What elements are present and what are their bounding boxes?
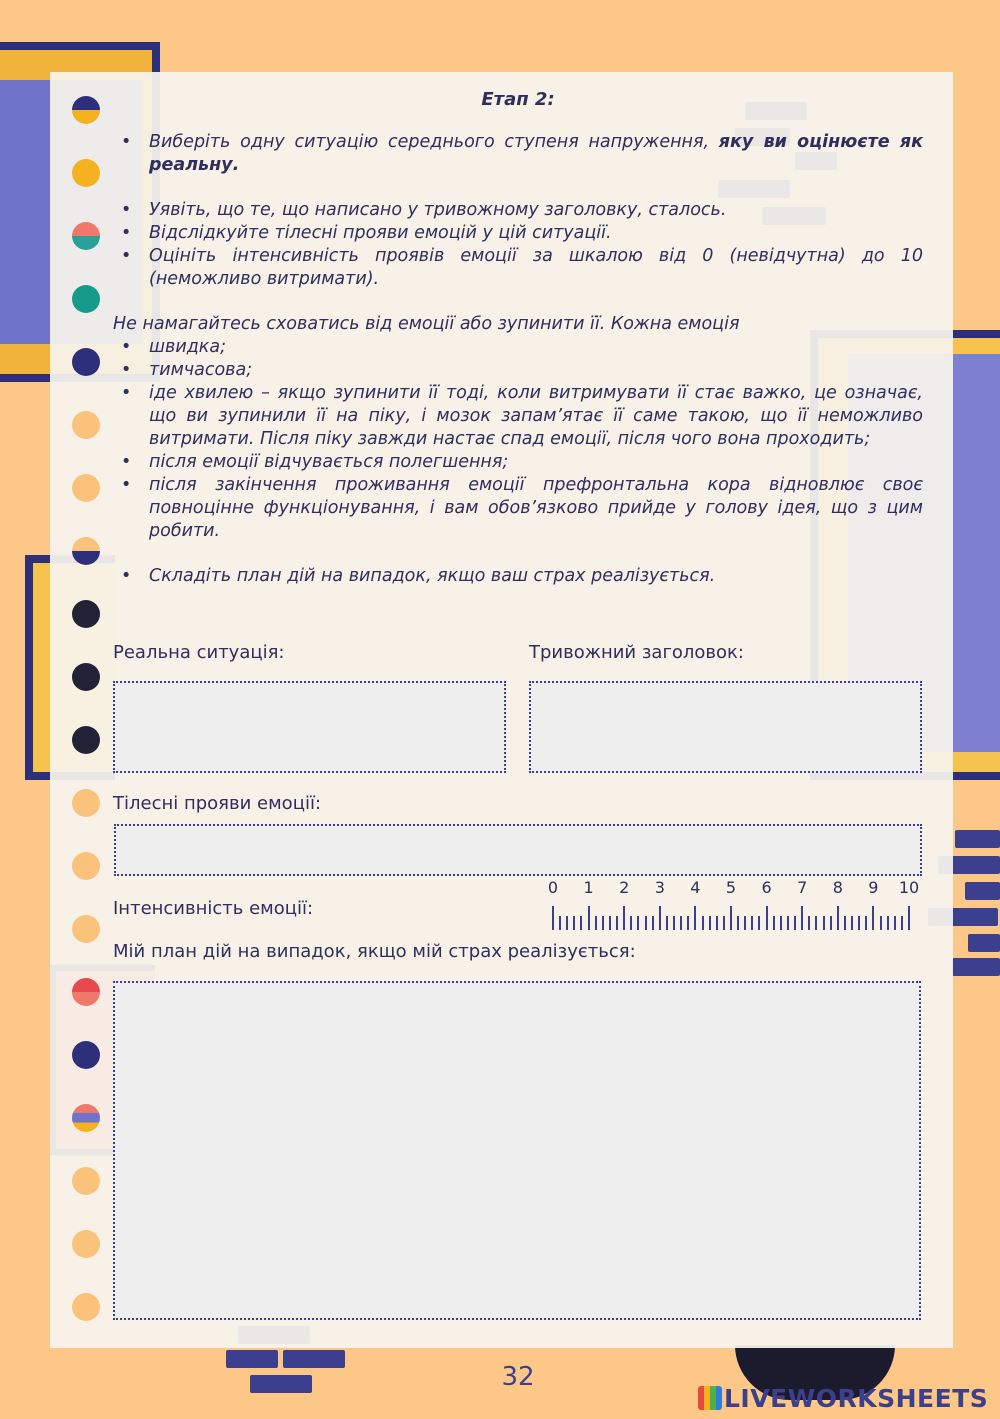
list-item: • після емоції відчувається полегшення; [113,451,923,474]
headline-label: Тривожний заголовок: [529,642,744,663]
scale-tick [602,916,604,930]
scale-tick [794,916,796,930]
scale-tick [573,916,575,930]
scale-label: 3 [654,878,665,897]
body-signs-field[interactable] [114,824,922,876]
scale-tick [687,916,689,930]
scale-tick [801,906,803,930]
scale-label: 6 [761,878,772,897]
instructions [113,88,923,588]
hole [72,915,100,943]
hole [72,96,100,124]
scale-label: 7 [797,878,808,897]
intensity-label: Інтенсивність емоції: [113,898,314,919]
scale-tick [872,906,874,930]
page-number: 32 [501,1362,535,1392]
brick [226,1350,278,1368]
hole [72,537,100,565]
scale-tick [865,916,867,930]
hole [72,1167,100,1195]
real-situation-label: Реальна ситуація: [113,642,285,663]
list-item: • Уявіть, що те, що написано у тривожному заголовку, сталось. [113,199,923,222]
scale-tick [766,906,768,930]
scale-label: 2 [619,878,630,897]
brick [955,830,1000,848]
scale-label: 9 [868,878,879,897]
list-item: • іде хвилею – якщо зупинити її тоді, коли витримувати її стає важко, це означає, що ви зупинили її на піку, і мозок запам’ятає її саме такою, що її неможливо витримати. Після піку завжди настає спад емоції, після чого вона проходить; [113,382,923,451]
list-item [113,131,923,177]
scale-tick [823,916,825,930]
task-list-3 [113,565,923,588]
scale-tick [737,916,739,930]
scale-tick [659,906,661,930]
hole [72,1041,100,1069]
hole [72,285,100,313]
scale-tick [744,916,746,930]
scale-tick [616,916,618,930]
headline-field[interactable] [529,681,922,773]
task-list-2 [113,199,923,291]
scale-tick [666,916,668,930]
hole [72,789,100,817]
scale-label: 1 [583,878,594,897]
plan-field[interactable] [113,981,921,1320]
scale-tick [787,916,789,930]
list-item-bold: яку ви оцінюєте як реальну. [149,132,924,175]
scale-tick [751,916,753,930]
scale-tick [552,906,554,930]
scale-tick [901,916,903,930]
emotion-list [113,336,923,543]
scale-tick [851,916,853,930]
scale-tick [880,916,882,930]
hole [72,663,100,691]
scale-tick [908,906,910,930]
brick [250,1375,312,1393]
scale-tick [716,916,718,930]
list-item: • Відслідкуйте тілесні прояви емоцій у цій ситуації. [113,222,923,245]
list-item: • Складіть план дій на випадок, якщо ваш страх реалізується. [113,565,923,588]
scale-tick [830,916,832,930]
scale-label: 4 [690,878,701,897]
scale-tick [844,916,846,930]
scale-tick [673,916,675,930]
scale-tick [580,916,582,930]
intro-text: Не намагайтесь сховатись від емоції або зупинити її. Кожна емоція [113,314,740,334]
scale-tick [780,916,782,930]
brick [968,934,1000,952]
scale-tick [609,916,611,930]
intensity-scale[interactable] [545,878,920,930]
hole [72,1293,100,1321]
scale-tick [637,916,639,930]
scale-tick [630,916,632,930]
real-situation-field[interactable] [113,681,506,773]
scale-tick [723,916,725,930]
scale-tick [702,916,704,930]
hole [72,1230,100,1258]
plan-label: Мій план дій на випадок, якщо мій страх реалізується: [113,941,636,962]
scale-tick [559,916,561,930]
scale-tick [815,916,817,930]
hole [72,411,100,439]
brick [952,958,1000,976]
scale-tick [588,906,590,930]
body-signs-label: Тілесні прояви емоції: [113,793,322,814]
scale-tick [808,916,810,930]
hole [72,474,100,502]
brick [965,882,1000,900]
scale-tick [652,916,654,930]
scale-tick [645,916,647,930]
page-title: Етап 2: [481,89,555,110]
scale-tick [894,916,896,930]
brand-name: LIVEWORKSHEETS [724,1384,989,1413]
list-item: • тимчасова; [113,359,923,382]
hole [72,1104,100,1132]
scale-label: 10 [898,878,920,897]
hole [72,222,100,250]
hole [72,978,100,1006]
scale-tick [595,916,597,930]
list-item: • швидка; [113,336,923,359]
task-list-1 [113,131,923,177]
scale-tick [709,916,711,930]
scale-tick [837,906,839,930]
list-item-text: Виберіть одну ситуацію середнього ступеня напруження, [149,132,719,152]
scale-tick [887,916,889,930]
hole [72,852,100,880]
scale-label: 8 [832,878,843,897]
list-item: • Оцініть інтенсивність проявів емоції за шкалою від 0 (невідчутна) до 10 (неможливо витримати). [113,245,923,291]
brick [283,1350,345,1368]
hole [72,348,100,376]
hole [72,726,100,754]
liveworksheets-logo-icon [698,1386,722,1410]
scale-tick [566,916,568,930]
scale-tick [730,906,732,930]
scale-tick [623,906,625,930]
scale-tick [680,916,682,930]
scale-tick [773,916,775,930]
scale-label: 0 [547,878,559,897]
scale-label: 5 [725,878,737,897]
hole [72,159,100,187]
brand-logo [698,1384,988,1413]
scale-tick [758,916,760,930]
hole [72,600,100,628]
scale-tick [858,916,860,930]
list-item: • після закінчення проживання емоції префронтальна кора відновлює своє повноцінне функціонування, і вам обов’язково прийде у голову ідея, що з цим робити. [113,474,923,543]
scale-tick [694,906,696,930]
